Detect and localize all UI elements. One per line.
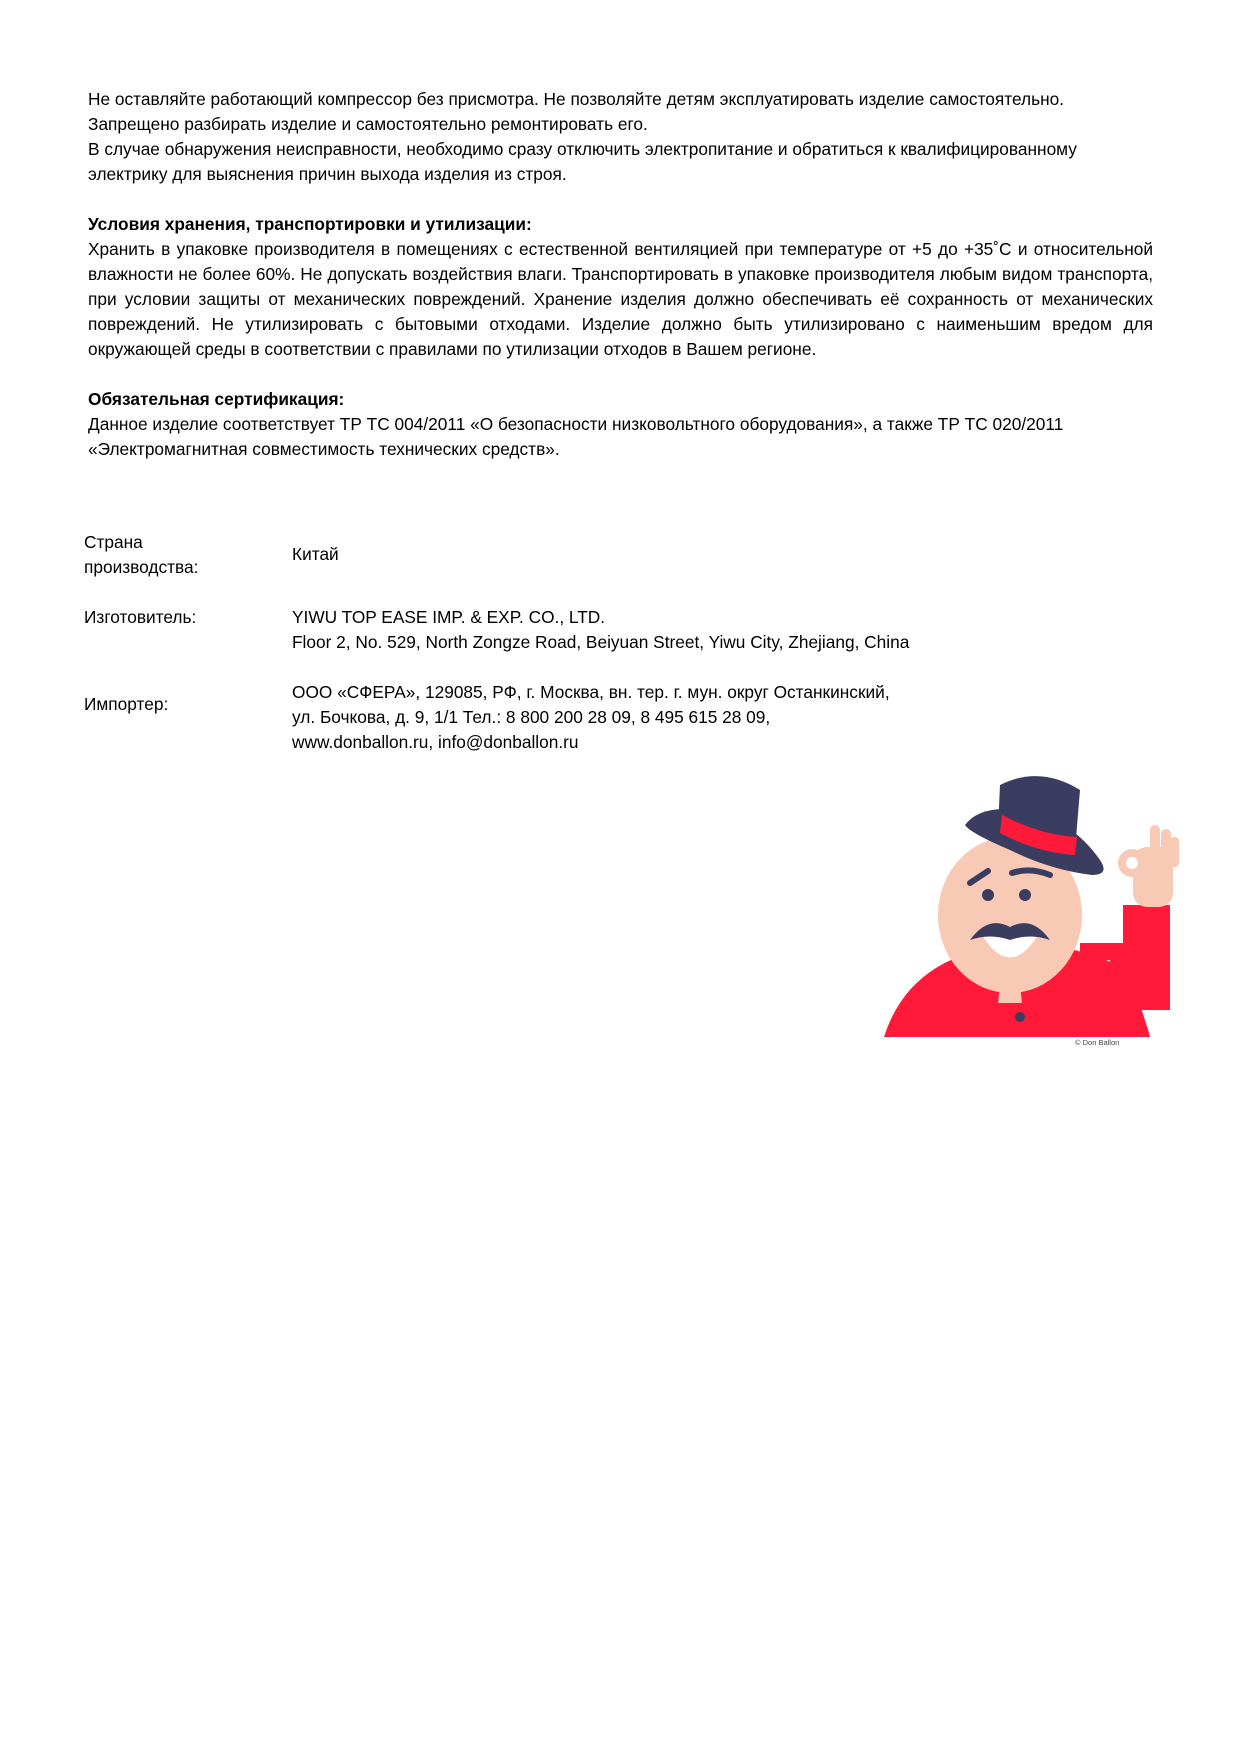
warning-line: В случае обнаружения неисправности, необходимо сразу отключить электропитание и обратиться к квалифицированному электрику для выяснения причин выхода изделия из строя.: [88, 139, 1077, 184]
don-ballon-mascot-illustration: [870, 765, 1190, 1065]
storage-heading: Условия хранения, транспортировки и утилизации:: [88, 214, 532, 234]
certification-text: Данное изделие соответствует ТР ТС 004/2011 «О безопасности низковольтного оборудования», а также ТР ТС 020/2011 «Электромагнитная совместимость технических средств».: [88, 414, 1064, 459]
manufacturer-label: Изготовитель:: [84, 607, 197, 627]
certification-heading: Обязательная сертификация:: [88, 389, 345, 409]
right-eye: [1019, 889, 1031, 901]
country-row: [84, 530, 1084, 580]
storage-text: Хранить в упаковке производителя в помещениях с естественной вентиляцией при температуре от +5 до +35˚С и относительной влажности не более 60%. Не допускать воздействия влаги. Транспортировать в упаковке производителя любым видом транспорта, при условии защиты от механических повреждений. Хранение изделия должно обеспечивать её сохранность от механических повреждений. Не утилизировать с бытовыми отходами. Изделие должно быть утилизировано с наименьшим вредом для окружающей среды в соответствии с правилами по утилизации отходов в Вашем регионе.: [88, 239, 1153, 359]
country-value: Китай: [292, 544, 339, 564]
importer-value: ООО «СФЕРА», 129085, РФ, г. Москва, вн. тер. г. мун. округ Останкинский, ул. Бочкова, д. 9, 1/1 Тел.: 8 800 200 28 09, 8 495 615 28 09, www.donballon.ru, info@donballon.ru: [292, 682, 890, 752]
shirt-button: [1015, 1012, 1025, 1022]
country-label: Страна производства:: [84, 532, 199, 577]
warning-line: Запрещено разбирать изделие и самостоятельно ремонтировать его.: [88, 114, 648, 134]
manufacturer-value: YIWU TOP EASE IMP. & EXP. CO., LTD. Floor 2, No. 529, North Zongze Road, Beiyuan Street, Yiwu City, Zhejiang, China: [292, 607, 910, 652]
left-eye: [982, 889, 994, 901]
document-body: [88, 87, 1153, 462]
ok-hand-icon: [1118, 825, 1179, 907]
warning-line: Не оставляйте работающий компрессор без присмотра. Не позволяйте детям эксплуатировать изделие самостоятельно.: [88, 89, 1065, 109]
importer-label: Импортер:: [84, 694, 169, 714]
manufacturer-row: [84, 605, 1084, 655]
mascot-copyright-caption: © Don Ballon: [1075, 1038, 1120, 1047]
importer-row: [84, 680, 1084, 755]
